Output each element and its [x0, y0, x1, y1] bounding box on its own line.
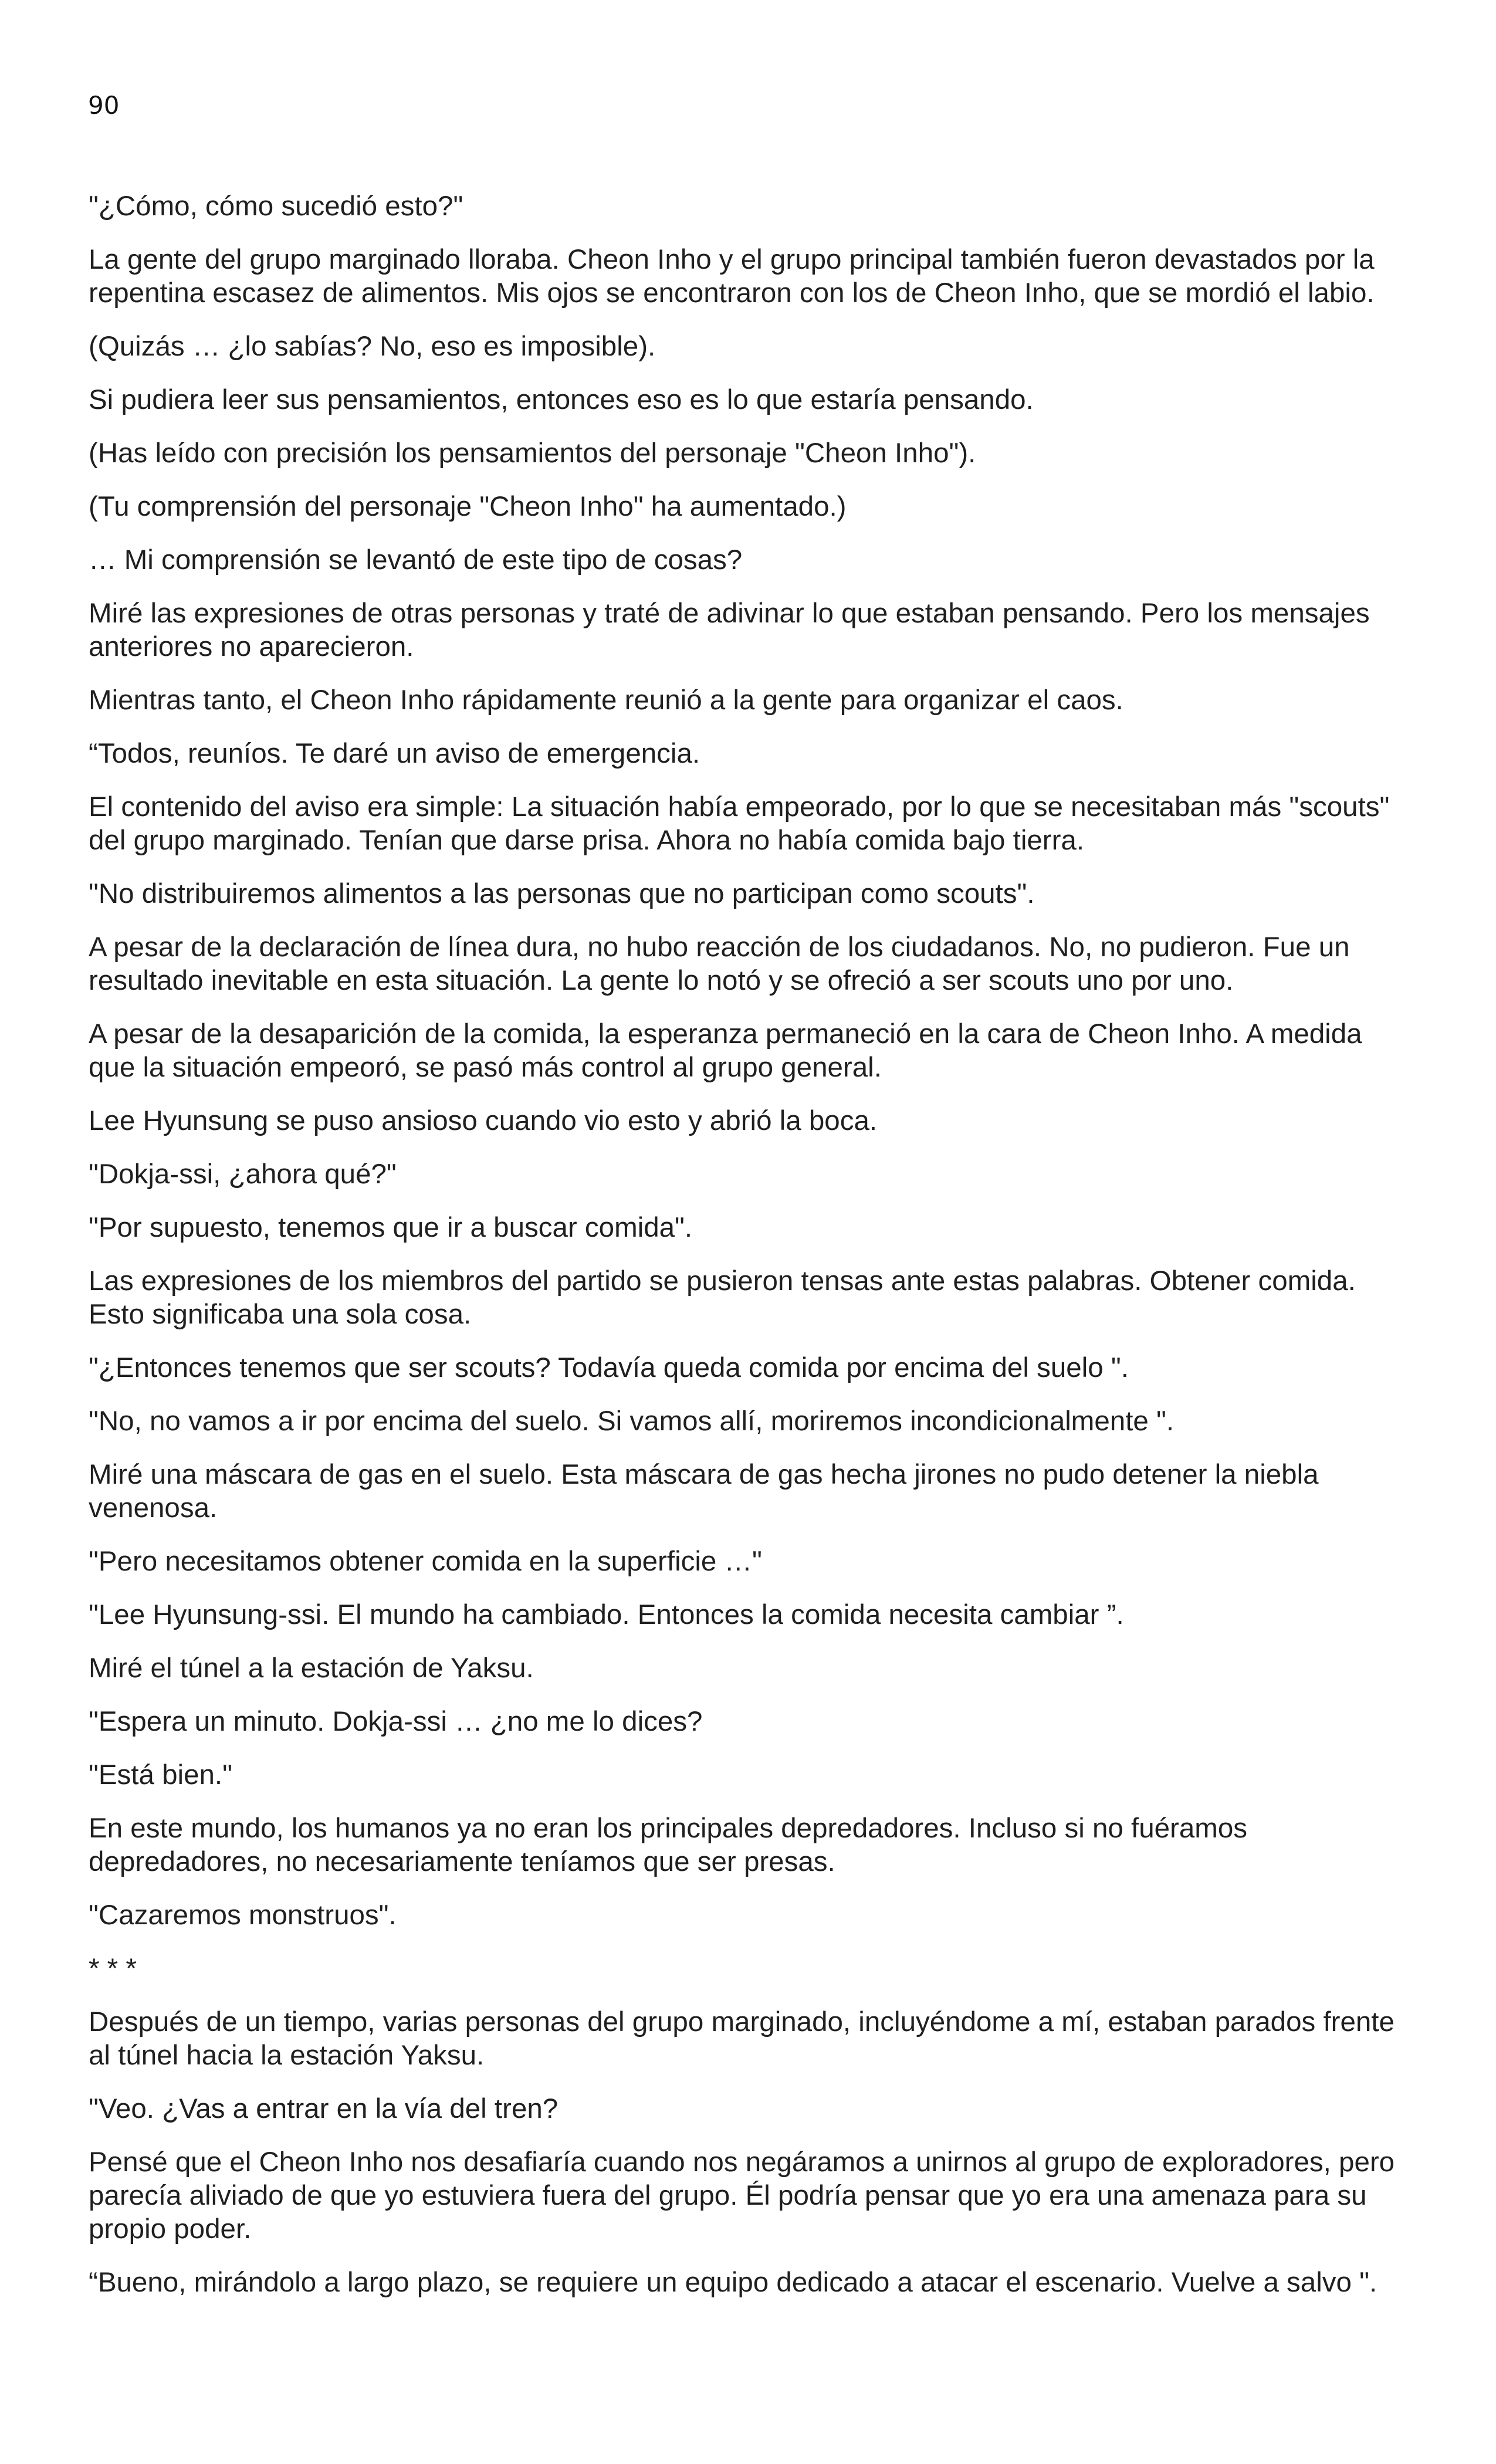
paragraph: Después de un tiempo, varias personas del grupo marginado, incluyéndome a mí, estaban parados frente al túnel hacia la estación Yaksu. [89, 2006, 1395, 2071]
document-body [89, 189, 1409, 2319]
page-number: 90 [88, 91, 120, 120]
paragraph: El contenido del aviso era simple: La situación había empeorado, por lo que se necesitaban más "scouts" del grupo marginado. Tenían que darse prisa. Ahora no había comida bajo tierra. [89, 791, 1390, 856]
scene-break: * * * [89, 1953, 137, 1984]
paragraph: “Bueno, mirándolo a largo plazo, se requiere un equipo dedicado a atacar el escenario. Vuelve a salvo ". [89, 2267, 1377, 2298]
paragraph: A pesar de la declaración de línea dura, no hubo reacción de los ciudadanos. No, no pudieron. Fue un resultado inevitable en esta situación. La gente lo notó y se ofreció a ser scouts uno por uno. [89, 932, 1350, 996]
paragraph: A pesar de la desaparición de la comida, la esperanza permaneció en la cara de Cheon Inho. A medida que la situación empeoró, se pasó más control al grupo general. [89, 1018, 1362, 1083]
paragraph: Las expresiones de los miembros del partido se pusieron tensas ante estas palabras. Obtener comida. Esto significaba una sola cosa. [89, 1265, 1356, 1330]
paragraph: Miré las expresiones de otras personas y traté de adivinar lo que estaban pensando. Pero los mensajes anteriores no aparecieron. [89, 598, 1370, 662]
paragraph: La gente del grupo marginado lloraba. Cheon Inho y el grupo principal también fueron devastados por la repentina escasez de alimentos. Mis ojos se encontraron con los de Cheon Inho, que se mordió el labio. [89, 244, 1375, 309]
paragraph: "Está bien." [89, 1759, 232, 1791]
paragraph: "¿Cómo, cómo sucedió esto?" [89, 191, 463, 222]
paragraph: "No distribuiremos alimentos a las personas que no participan como scouts". [89, 878, 1035, 909]
paragraph: En este mundo, los humanos ya no eran los principales depredadores. Incluso si no fuéramos depredadores, no necesariamente teníamos que ser presas. [89, 1813, 1248, 1877]
paragraph: "No, no vamos a ir por encima del suelo. Si vamos allí, moriremos incondicionalmente ". [89, 1406, 1175, 1437]
paragraph: Pensé que el Cheon Inho nos desafiaría cuando nos negáramos a unirnos al grupo de exploradores, pero parecía aliviado de que yo estuviera fuera del grupo. Él podría pensar que yo era una amenaza para su propio poder. [89, 2147, 1395, 2245]
paragraph: "¿Entonces tenemos que ser scouts? Todavía queda comida por encima del suelo ". [89, 1352, 1129, 1383]
paragraph: "Pero necesitamos obtener comida en la superficie …" [89, 1546, 762, 1577]
paragraph: … Mi comprensión se levantó de este tipo de cosas? [89, 544, 743, 576]
paragraph: "Lee Hyunsung-ssi. El mundo ha cambiado. Entonces la comida necesita cambiar ”. [89, 1599, 1124, 1630]
paragraph: (Has leído con precisión los pensamientos del personaje "Cheon Inho"). [89, 438, 976, 469]
paragraph: "Cazaremos monstruos". [89, 1900, 397, 1931]
paragraph: Mientras tanto, el Cheon Inho rápidamente reunió a la gente para organizar el caos. [89, 685, 1123, 716]
paragraph: “Todos, reuníos. Te daré un aviso de emergencia. [89, 738, 700, 769]
paragraph: (Quizás … ¿lo sabías? No, eso es imposible). [89, 331, 656, 362]
paragraph: Lee Hyunsung se puso ansioso cuando vio esto y abrió la boca. [89, 1105, 878, 1136]
paragraph: (Tu comprensión del personaje "Cheon Inho" ha aumentado.) [89, 491, 847, 522]
paragraph: "Dokja-ssi, ¿ahora qué?" [89, 1159, 397, 1190]
paragraph: "Espera un minuto. Dokja-ssi … ¿no me lo dices? [89, 1706, 703, 1737]
paragraph: Miré el túnel a la estación de Yaksu. [89, 1653, 534, 1684]
paragraph: Si pudiera leer sus pensamientos, entonces eso es lo que estaría pensando. [89, 384, 1034, 415]
paragraph: "Por supuesto, tenemos que ir a buscar comida". [89, 1212, 693, 1243]
paragraph: "Veo. ¿Vas a entrar en la vía del tren? [89, 2093, 559, 2124]
paragraph: Miré una máscara de gas en el suelo. Esta máscara de gas hecha jirones no pudo detener la niebla venenosa. [89, 1459, 1319, 1524]
